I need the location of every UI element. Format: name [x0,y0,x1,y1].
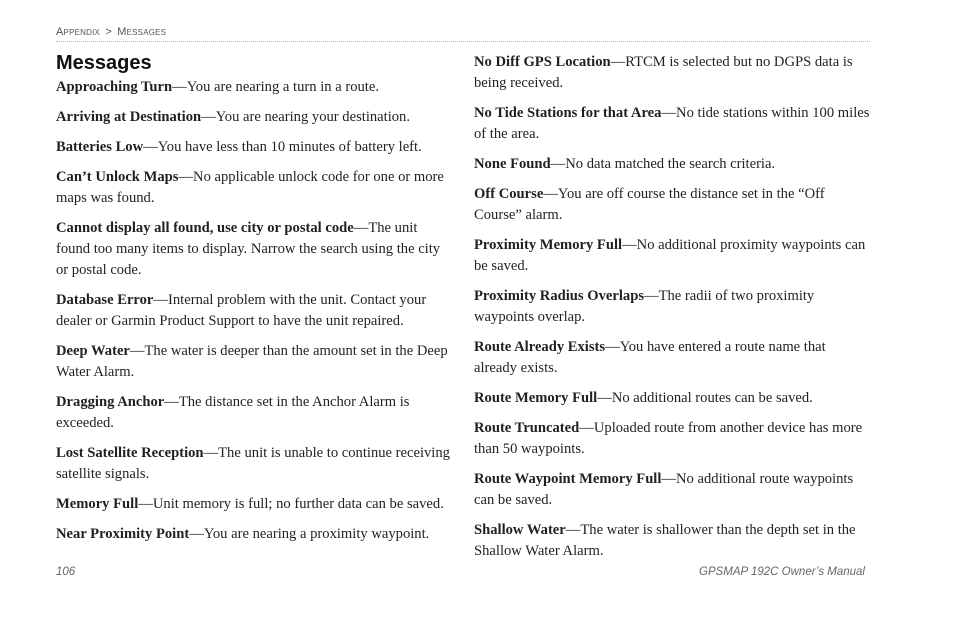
left-column [56,77,452,554]
message-desc: —You are nearing your destination. [201,109,410,125]
message-desc: —The unit is unable to continue receiving satellite signals. [56,445,450,482]
message-term: Approaching Turn [56,79,173,95]
message-term: Off Course [474,186,544,202]
message-desc: —You are nearing a proximity waypoint. [189,526,430,542]
message-term: Route Truncated [474,420,580,436]
message-desc: —No applicable unlock code for one or more maps was found. [56,169,444,206]
message-entry [474,388,870,409]
message-desc: —You are off course the distance set in the “Off Course” alarm. [474,186,825,223]
message-term: Cannot display all found, use city or postal code [56,220,354,236]
message-entry [474,418,870,460]
message-term: Deep Water [56,343,130,359]
message-term: Route Memory Full [474,390,598,406]
message-entry [474,52,870,94]
message-term: Arriving at Destination [56,109,202,125]
message-desc: —You are nearing a turn in a route. [172,79,379,95]
message-desc: —Uploaded route from another device has more than 50 waypoints. [474,420,863,457]
message-desc: —You have entered a route name that already exists. [474,339,826,376]
message-term: No Diff GPS Location [474,54,611,70]
message-desc: —No data matched the search criteria. [550,156,776,172]
message-term: Batteries Low [56,139,144,155]
manual-title: GPSMAP 192C Owner’s Manual [699,566,865,578]
message-desc: —The water is shallower than the depth set in the Shallow Water Alarm. [474,522,856,559]
message-term: Lost Satellite Reception [56,445,204,461]
message-term: Dragging Anchor [56,394,165,410]
message-desc: —No tide stations within 100 miles of the area. [474,105,870,142]
message-term: Memory Full [56,496,139,512]
message-desc: —The distance set in the Anchor Alarm is exceeded. [56,394,410,431]
message-term: Near Proximity Point [56,526,190,542]
message-entry [474,235,870,277]
page-title: Messages [56,52,152,74]
breadcrumb [56,26,870,42]
message-term: Proximity Radius Overlaps [474,288,644,304]
message-entry [474,184,870,226]
message-entry [474,103,870,145]
message-entry [56,137,452,158]
message-desc: —You have less than 10 minutes of battery left. [143,139,422,155]
message-term: Route Waypoint Memory Full [474,471,662,487]
message-entry [56,524,452,545]
message-entry [56,77,452,98]
breadcrumb-subsection: Messages [117,26,167,38]
message-desc: —Internal problem with the unit. Contact your dealer or Garmin Product Support to have the unit repaired. [56,292,427,329]
message-desc: —No additional route waypoints can be saved. [474,471,854,508]
message-term: Database Error [56,292,154,308]
message-term: None Found [474,156,551,172]
right-column [474,52,870,571]
message-desc: —Unit memory is full; no further data can be saved. [138,496,444,512]
message-term: Route Already Exists [474,339,606,355]
message-entry [474,286,870,328]
message-term: Proximity Memory Full [474,237,623,253]
message-entry [474,520,870,562]
message-entry [56,494,452,515]
message-term: No Tide Stations for that Area [474,105,662,121]
message-desc: —RTCM is selected but no DGPS data is being received. [474,54,853,91]
message-entry [474,154,870,175]
message-desc: —The unit found too many items to display. Narrow the search using the city or postal code. [56,220,441,278]
breadcrumb-separator: > [105,26,112,38]
message-desc: —No additional routes can be saved. [597,390,813,406]
message-desc: —No additional proximity waypoints can be saved. [474,237,866,274]
message-entry [56,218,452,281]
page-number: 106 [56,566,76,578]
message-entry [56,107,452,128]
message-entry [56,167,452,209]
message-entry [474,337,870,379]
message-entry [56,341,452,383]
message-entry [56,443,452,485]
message-entry [56,290,452,332]
message-desc: —The water is deeper than the amount set in the Deep Water Alarm. [56,343,448,380]
message-term: Shallow Water [474,522,566,538]
message-entry [56,392,452,434]
message-desc: —The radii of two proximity waypoints overlap. [474,288,815,325]
breadcrumb-section: Appendix [56,26,101,38]
message-term: Can’t Unlock Maps [56,169,179,185]
message-entry [474,469,870,511]
